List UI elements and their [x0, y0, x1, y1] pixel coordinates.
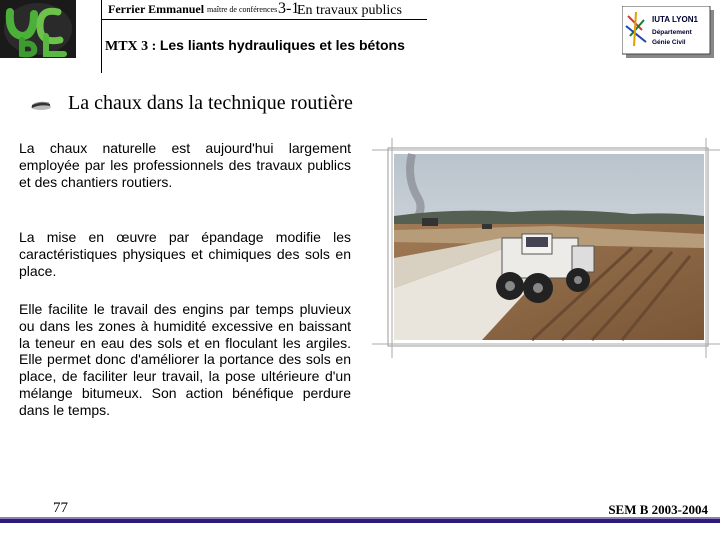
logo-line-2: Département [652, 29, 692, 36]
paragraph-2: La mise en œuvre par épandage modifie les caractéristiques physiques et chimiques des sols en place. [19, 229, 351, 279]
lime-spreading-photo [372, 138, 720, 358]
slide-title: La chaux dans la technique routière [68, 92, 353, 114]
ucbl-logo [0, 0, 76, 58]
course-number: 3-1 [278, 0, 300, 17]
logo-line-3: Génie Civil [652, 39, 686, 46]
header-horizontal-divider [101, 19, 427, 20]
footer-label: SEM B 2003-2004 [608, 502, 708, 517]
logo-line-1: IUTA LYON1 [652, 15, 698, 24]
iuta-logo-graphic [622, 6, 714, 58]
module-code: MTX 3 : [105, 39, 160, 54]
page-number: 77 [53, 500, 68, 516]
author-role: maître de conférences [207, 5, 278, 14]
course-title: En travaux publics [297, 3, 402, 18]
header-vertical-divider [101, 0, 102, 73]
author-name: Ferrier Emmanuel [108, 2, 205, 16]
iuta-lyon1-logo [622, 6, 714, 58]
paragraph-3: Elle facilite le travail des engins par temps pluvieux ou dans les zones à humidité excessive en baissant la teneur en eau des sols et en floculant les argiles. Elle permet donc d'améliorer la portance des sols en place, de faciliter leur travail, la pose ultérieure d'un mélange bitumeux. Son action bénéfique perdure dans le temps. [19, 301, 351, 418]
module-name: Les liants hydrauliques et les bétons [159, 37, 405, 53]
ucbl-logo-graphic [0, 0, 76, 58]
module-heading [105, 37, 405, 55]
pen-bullet-icon [30, 98, 52, 112]
paragraph-1: La chaux naturelle est aujourd'hui largement employée par les professionnels des travaux publics et des chantiers routiers. [19, 140, 351, 190]
footer-bar [0, 519, 720, 523]
